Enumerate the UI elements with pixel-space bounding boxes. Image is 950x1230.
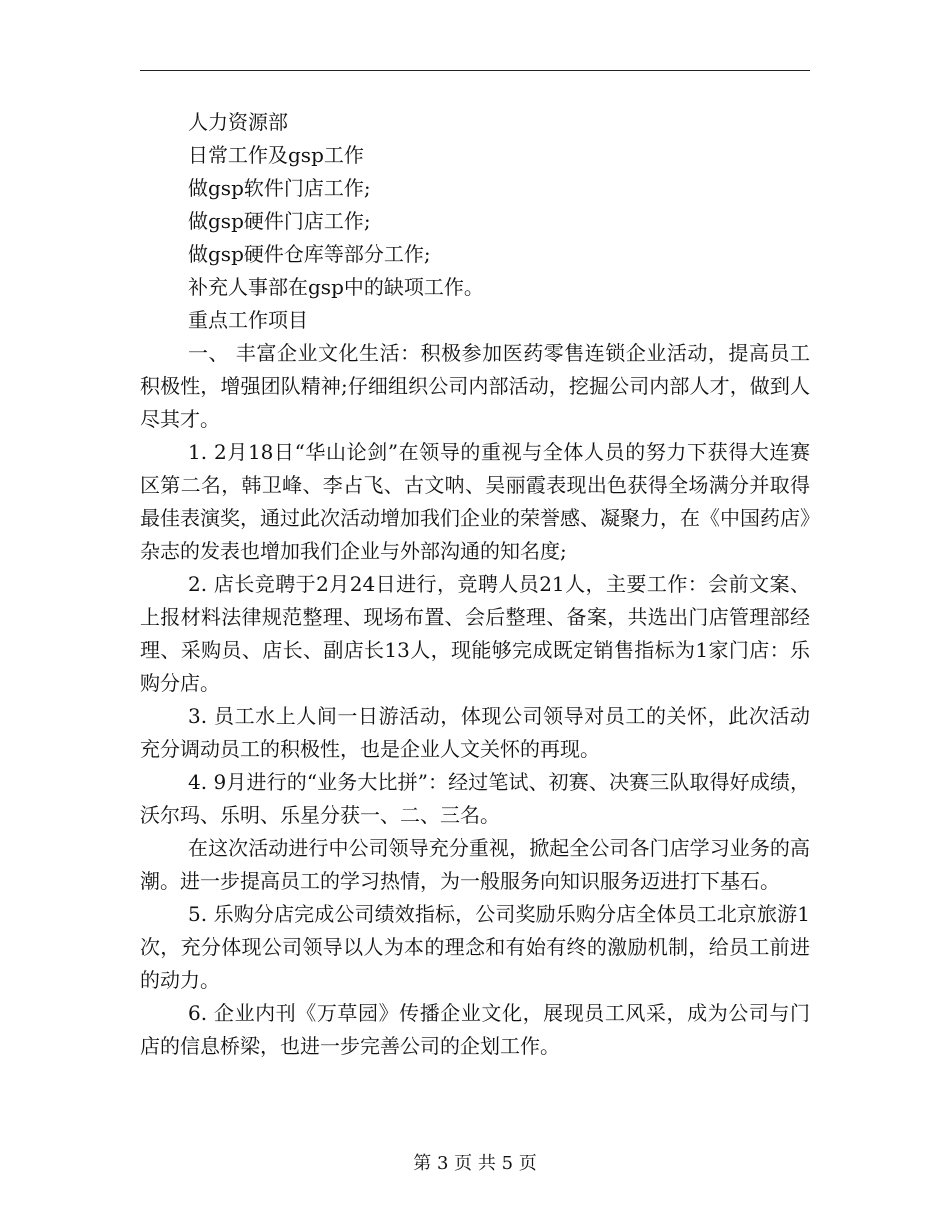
document-body bbox=[140, 106, 810, 1063]
paragraph: 一、 丰富企业文化生活：积极参加医药零售连锁企业活动，提高员工积极性，增强团队精神;仔细组织公司内部活动，挖掘公司内部人才，做到人尽其才。 bbox=[140, 341, 810, 431]
paragraph: 在这次活动进行中公司领导充分重视，掀起全公司各门店学习业务的高潮。进一步提高员工的学习热情，为一般服务向知识服务迈进打下基石。 bbox=[140, 836, 810, 893]
text-line: 做gsp软件门店工作; bbox=[188, 176, 371, 200]
paragraph: 3. 员工水上人间一日游活动，体现公司领导对员工的关怀，此次活动充分调动员工的积极性，也是企业人文关怀的再现。 bbox=[140, 704, 810, 761]
text-line: 做gsp硬件门店工作; bbox=[188, 209, 371, 233]
dept-heading: 人力资源部 bbox=[188, 110, 288, 134]
text-line: 日常工作及gsp工作 bbox=[188, 143, 364, 167]
paragraph: 5. 乐购分店完成公司绩效指标，公司奖励乐购分店全体员工北京旅游1次，充分体现公司领导以人为本的理念和有始有终的激励机制，给员工前进的动力。 bbox=[140, 902, 810, 992]
text-line: 做gsp硬件仓库等部分工作; bbox=[188, 242, 431, 266]
paragraph: 4. 9月进行的“业务大比拼”：经过笔试、初赛、决赛三队取得好成绩，沃尔玛、乐明、乐星分获一、二、三名。 bbox=[140, 770, 810, 827]
page-number: 第 3 页 共 5 页 bbox=[413, 1153, 537, 1174]
section-heading: 重点工作项目 bbox=[188, 308, 308, 332]
paragraph: 1. 2月18日“华山论剑”在领导的重视与全体人员的努力下获得大连赛区第二名，韩卫峰、李占飞、古文呐、吴丽霞表现出色获得全场满分并取得最佳表演奖，通过此次活动增加我们企业的荣誉感、凝聚力，在《中国药店》杂志的发表也增加我们企业与外部沟通的知名度; bbox=[140, 440, 810, 563]
header-rule bbox=[140, 70, 810, 71]
paragraph: 6. 企业内刊《万草园》传播企业文化，展现员工风采，成为公司与门店的信息桥梁，也进一步完善公司的企划工作。 bbox=[140, 1001, 810, 1058]
text-line: 补充人事部在gsp中的缺项工作。 bbox=[188, 275, 484, 299]
paragraph: 2. 店长竞聘于2月24日进行，竞聘人员21人，主要工作：会前文案、上报材料法律规范整理、现场布置、会后整理、备案，共选出门店管理部经理、采购员、店长、副店长13人，现能够完成既定销售指标为1家门店：乐购分店。 bbox=[140, 572, 810, 695]
